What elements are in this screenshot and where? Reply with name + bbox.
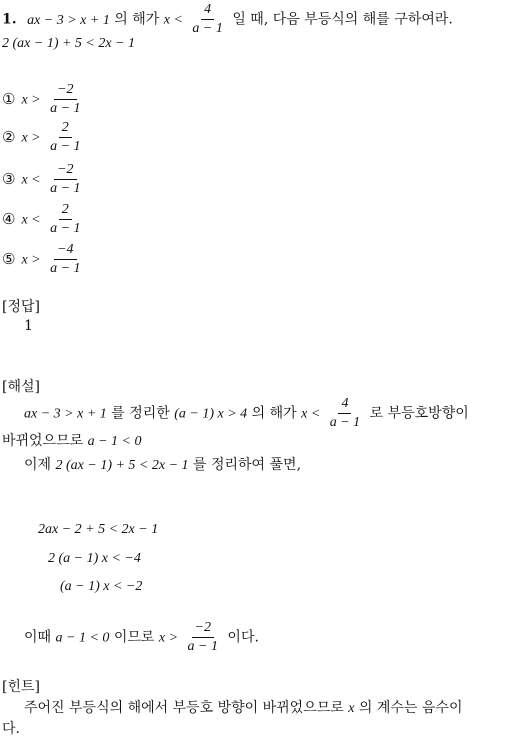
choice-lhs: x > (21, 130, 41, 146)
explanation-text: 이제 (24, 457, 56, 473)
fraction-numerator: −2 (54, 162, 76, 180)
math-expr: (a − 1) x > 4 (174, 406, 248, 422)
explanation-line-1 (24, 396, 469, 431)
explanation-fraction (327, 396, 363, 431)
choice-fraction (47, 162, 83, 197)
explanation-text: 이다. (222, 629, 259, 646)
explanation-conclusion (24, 620, 259, 655)
fraction-denominator: a − 1 (187, 639, 218, 655)
explanation-line-3 (24, 454, 301, 474)
fraction-denominator: a − 1 (50, 221, 81, 237)
explanation-text: 의 해가 (247, 405, 302, 422)
explanation-text: 를 정리하여 풀면, (188, 457, 302, 473)
choice-mark: ③ (2, 169, 16, 188)
choice-1[interactable] (2, 82, 86, 117)
choice-4[interactable] (2, 202, 86, 237)
fraction-numerator: 2 (59, 120, 72, 138)
choice-lhs: x > (21, 92, 41, 108)
choice-5[interactable] (2, 242, 86, 277)
question-inequality-1: ax − 3 > x + 1 (27, 12, 110, 28)
choice-2[interactable] (2, 120, 86, 155)
question-target-inequality: 2 (ax − 1) + 5 < 2x − 1 (2, 36, 136, 51)
choice-mark: ⑤ (2, 249, 16, 268)
math-expr: a − 1 < 0 (55, 630, 110, 646)
derivation-step-2: 2 (a − 1) x < −4 (48, 551, 141, 566)
question-line (2, 2, 453, 37)
explanation-text: 를 정리한 (106, 405, 175, 422)
choice-fraction (47, 120, 83, 155)
fraction-denominator: a − 1 (50, 181, 81, 197)
derivation-step-3: (a − 1) x < −2 (60, 579, 143, 594)
hint-text: 주어진 부등식의 해에서 부등호 방향이 바뀌었으므로 (24, 700, 349, 716)
explanation-text: 바뀌었으므로 (2, 433, 88, 449)
derivation-step-1: 2ax − 2 + 5 < 2x − 1 (38, 522, 159, 537)
choice-mark: ④ (2, 209, 16, 228)
conclusion-fraction (185, 620, 221, 655)
math-expr: a − 1 < 0 (87, 434, 142, 449)
fraction-denominator: a − 1 (329, 415, 361, 431)
choice-mark: ② (2, 127, 16, 146)
math-expr: 2 (ax − 1) + 5 < 2x − 1 (55, 458, 189, 473)
answer-value: 1 (24, 318, 33, 334)
explanation-line-2 (2, 430, 142, 450)
fraction-denominator: a − 1 (50, 139, 81, 155)
choice-lhs: x > (21, 252, 41, 268)
fraction-denominator: a − 1 (192, 21, 223, 37)
math-expr: x < (301, 406, 321, 422)
explanation-text: 이므로 (109, 629, 159, 646)
question-text-2: 일 때, 다음 부등식의 해를 구하여라. (227, 11, 453, 28)
math-expr: ax − 3 > x + 1 (24, 406, 107, 422)
question-cond-fraction (189, 2, 225, 37)
hint-line-1 (24, 697, 462, 717)
hint-label: [힌트] (2, 679, 40, 695)
hint-line-2: 다. (2, 721, 20, 737)
choice-lhs: x < (21, 172, 41, 188)
choice-fraction (47, 82, 83, 117)
question-number: 1. (2, 11, 17, 28)
fraction-numerator: 4 (201, 2, 214, 20)
fraction-numerator: −2 (192, 620, 214, 638)
answer-label: [정답] (2, 299, 40, 315)
math-expr: x (348, 701, 355, 716)
choice-mark: ① (2, 89, 16, 108)
math-expr: x > (158, 630, 179, 646)
explanation-text: 로 부등호방향이 (365, 405, 469, 422)
fraction-numerator: −2 (54, 82, 76, 100)
explanation-label: [해설] (2, 379, 40, 395)
fraction-numerator: 4 (338, 396, 351, 414)
choice-fraction (47, 202, 83, 237)
explanation-text: 이때 (24, 629, 56, 646)
fraction-numerator: 2 (59, 202, 72, 220)
fraction-denominator: a − 1 (50, 101, 81, 117)
fraction-numerator: −4 (54, 242, 76, 260)
question-text-1: 의 해가 (109, 11, 164, 28)
fraction-denominator: a − 1 (50, 261, 81, 277)
choice-lhs: x < (21, 212, 41, 228)
choice-3[interactable] (2, 162, 86, 197)
hint-text: 의 계수는 음수이 (354, 700, 463, 716)
choice-fraction (47, 242, 83, 277)
question-cond-lhs: x < (163, 12, 183, 28)
